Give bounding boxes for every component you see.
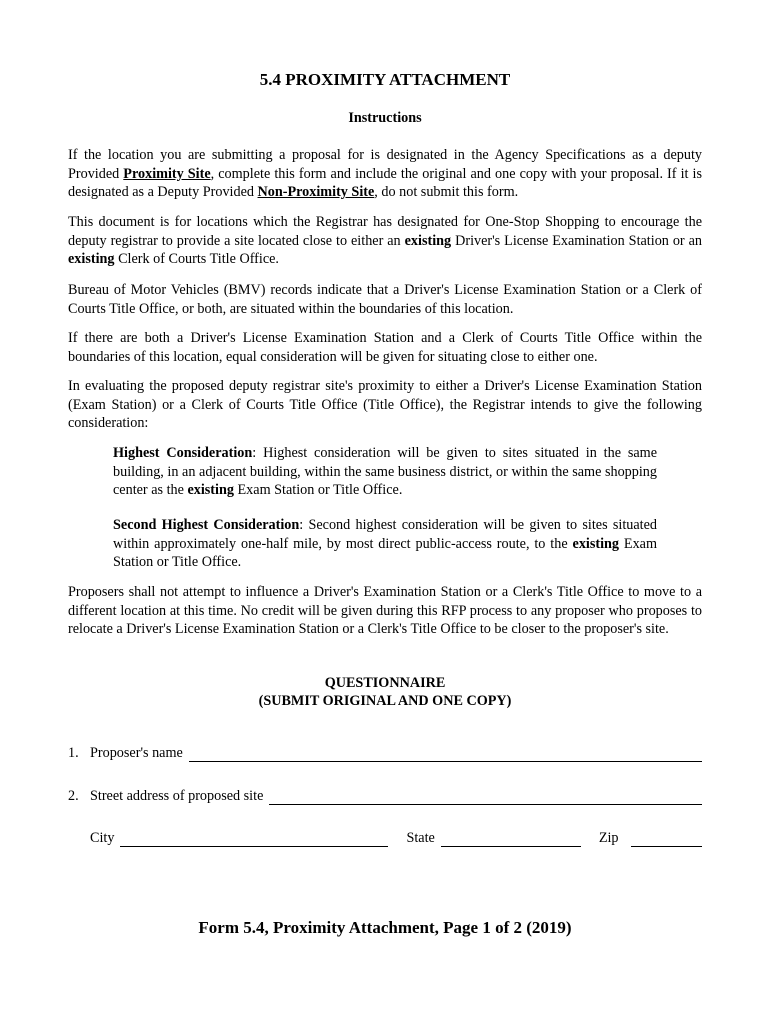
second-highest-consideration: Second Highest Consideration: Second highest consideration will be given to sites situated within approximately one-half mile, by most direct public-access route, to the existing Exam Station or Title Office. <box>113 517 658 570</box>
paragraph-equal-consideration: If there are both a Driver's License Examination Station and a Clerk of Courts Title Office within the boundaries of this location, equal consideration will be given for situating close to either one. <box>68 330 702 365</box>
paragraph-proposers: Proposers shall not attempt to influence a Driver's Examination Station or a Clerk's Title Office to move to a different location at this time. No credit will be given during this RFP process to any proposer who proposes to relocate a Driver's License Examination Station or a Clerk's Title Office to be closer to the proposer's site. <box>68 584 702 637</box>
street-address-label: Street address of proposed site <box>90 788 264 804</box>
page-title: 5.4 PROXIMITY ATTACHMENT <box>259 70 511 89</box>
city-label: City <box>90 830 115 846</box>
city-field[interactable] <box>120 832 388 847</box>
city-state-zip-row <box>68 830 702 847</box>
instructions-heading: Instructions <box>348 110 422 126</box>
non-proximity-site-term: Non-Proximity Site <box>257 184 375 200</box>
zip-label: Zip <box>598 830 619 846</box>
paragraph-proximity-site: If the location you are submitting a proposal for is designated in the Agency Specifications as a deputy Provided Proximity Site, complete this form and include the original and one copy with your proposal. If it is designated as a Deputy Provided Non-Proximity Site, do not submit this form. <box>68 147 702 200</box>
proposer-name-label: Proposer's name <box>90 745 183 761</box>
paragraph-one-stop-shopping: This document is for locations which the Registrar has designated for One-Stop Shopping to encourage the deputy registrar to provide a site located close to either an existing Driver's License Examination Station or an existing Clerk of Courts Title Office. <box>68 214 703 267</box>
proximity-site-term: Proximity Site <box>123 165 211 182</box>
paragraph-evaluation: In evaluating the proposed deputy registrar site's proximity to either a Driver's License Examination Station (Exam Station) or a Clerk of Courts Title Office (Title Office), the Registrar intends to give the following consideration: <box>68 378 702 431</box>
questionnaire-title: QUESTIONNAIRE <box>324 675 446 691</box>
proposer-name-row: 1. Proposer's name <box>68 745 702 762</box>
street-address-row: 2. Street address of proposed site <box>68 788 702 805</box>
second-consideration-label: Second Highest Consideration <box>113 517 300 533</box>
questionnaire-subtitle: (SUBMIT ORIGINAL AND ONE COPY) <box>258 693 512 709</box>
highest-consideration-label: Highest Consideration <box>113 445 253 461</box>
paragraph-bmv-records: Bureau of Motor Vehicles (BMV) records indicate that a Driver's License Examination Station or a Clerk of Courts Title Office, or both, are situated within the boundaries of this location. <box>68 282 702 317</box>
street-address-field[interactable] <box>269 790 702 805</box>
proposer-name-field[interactable] <box>189 747 702 762</box>
state-field[interactable] <box>441 832 581 847</box>
page-footer: Form 5.4, Proximity Attachment, Page 1 of 2 (2019) <box>198 918 572 937</box>
state-label: State <box>406 830 435 846</box>
zip-field[interactable] <box>631 832 702 847</box>
highest-consideration: Highest Consideration: Highest consideration will be given to sites situated in the same building, in an adjacent building, within the same business district, or within the same shopping center as the existing Exam Station or Title Office. <box>113 445 657 498</box>
